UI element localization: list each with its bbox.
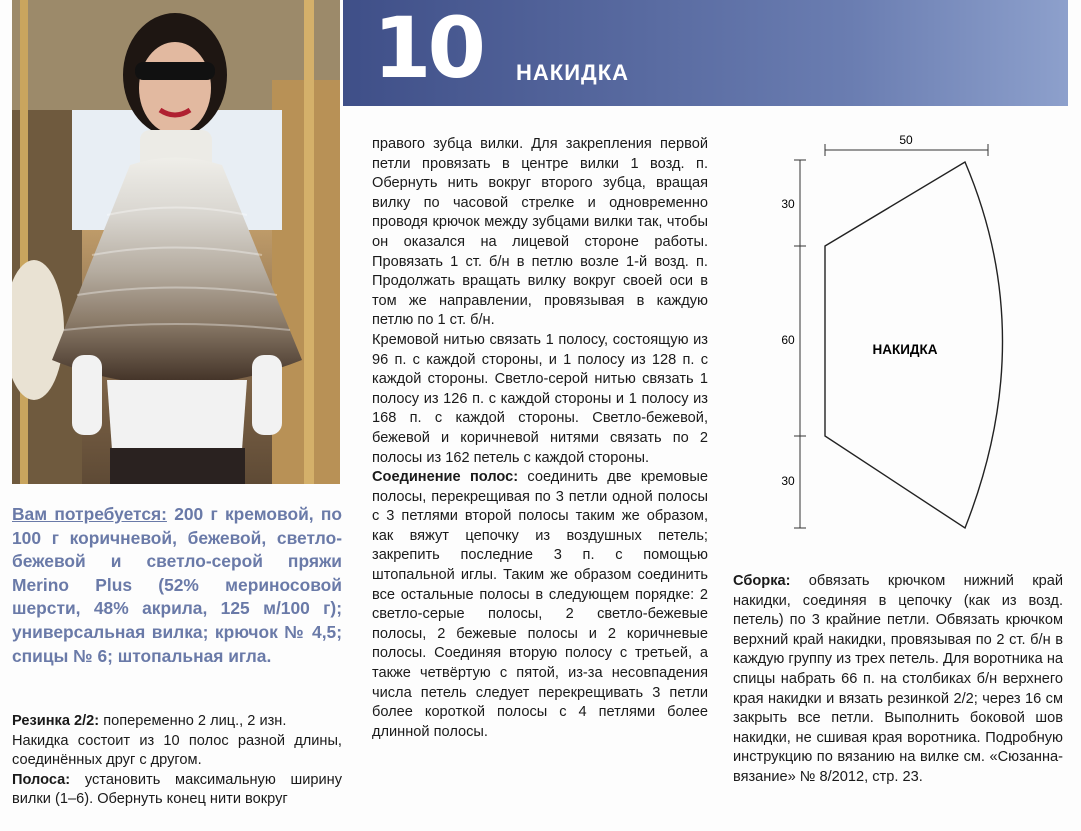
rib-label: Резинка 2/2: <box>12 713 100 729</box>
dim-label-upper: 30 <box>781 197 795 211</box>
model-illustration <box>12 0 340 484</box>
join-text: соединить две кремовые полосы, перекрещивая по 3 петли одной полосы с 3 петлями второй полосы таким же образом, как вяжут цепочку из воздушных петель; закрепить последние 3 п. с помощью штопальной иглы. Таким же образом соединить все остальные полосы в следующем порядке: 2 светло-серые полосы, 2 светло-бежевые полосы, 2 бежевые полосы и 2 коричневые полосы. Соединяя вторую полосу с третьей, а также четвёртую с пятой, из-за несовпадения числа петель следует перекрещивать 3 петли более короткой полосы с 4 петлями более длинной полосы. <box>372 469 708 740</box>
strip-label: Полоса: <box>12 771 71 788</box>
dim-label-top: 50 <box>899 133 913 147</box>
pattern-diagram <box>760 128 1060 538</box>
assembly-label: Сборка: <box>733 573 791 589</box>
dim-label-middle: 60 <box>781 333 795 347</box>
join-paragraph <box>372 468 708 742</box>
assembly-text: обвязать крючком нижний край накидки, соединяя в цепочку (как из возд. петель) по 3 крайние петли. Обвязать крючком верхний край накидки, провязывая по 2 ст. б/н в каждую группу из трех петель. Для воротника на спицы набрать 66 п. на столбиках б/н верхнего края накидки и вязать резинкой 2/2; через 16 см закрыть все петли. Выполнить боковой шов накидки, не сшивая края воротника. Подробную инструкцию по вязанию на вилке см. «Сюзанна-вязание» № 8/2012, стр. 23. <box>733 573 1063 785</box>
materials-text: 200 г кремовой, по 100 г коричневой, бежевой, светло-бежевой и светло-серой пряжи Merino Plus (52% мериносовой шерсти, 48% акрила, 125 м/100 г); универсальная вилка; крючок № 4,5; спицы № 6; штопальная игла. <box>12 504 342 666</box>
join-label: Соединение полос: <box>372 469 519 486</box>
pattern-number: 10 <box>373 0 482 97</box>
strips-paragraph: Кремовой нитью связать 1 полосу, состоящую из 96 п. с каждой стороны, и 1 полосу из 128 п. с каждой стороны. Светло-серой нитью связать 1 полосу из 126 п. с каждой стороны и 1 полосу из 168 п. с каждой стороны. Светло-бежевой, бежевой и коричневой нитями связать по 2 полосы из 162 петель с каждой стороны. <box>372 331 708 466</box>
strip-text: установить максимальную ширину вилки (1–6). Обернуть конец нити вокруг <box>12 771 342 808</box>
dim-label-lower: 30 <box>781 474 795 488</box>
pattern-title: НАКИДКА <box>516 60 630 85</box>
diagram-label: НАКИДКА <box>872 342 938 357</box>
left-column <box>12 712 342 810</box>
rib-paragraph <box>12 712 342 732</box>
model-photo <box>12 0 340 484</box>
method-paragraph: правого зубца вилки. Для закрепления первой петли провязать в центре вилки 1 возд. п. Обернуть нить вокруг второго зубца, вращая вилку по часовой стрелке и одновременно проводя крючок между зубцами вилки так, чтобы он оказался на лицевой стороне работы. Провязать 1 ст. б/н в петлю возле 1-й возд. п. Продолжать вращать вилку вокруг своей оси в том же направлении, провязывая в каждую петлю по 1 ст. б/н. <box>372 136 708 329</box>
rib-text: попеременно 2 лиц., 2 изн. <box>99 713 287 729</box>
intro-paragraph: Накидка состоит из 10 полос разной длины, соединённых друг с другом. <box>12 732 342 769</box>
right-column <box>733 572 1063 788</box>
article-header <box>343 0 1068 106</box>
middle-column <box>372 135 708 742</box>
materials-block <box>12 503 342 668</box>
strip-paragraph <box>12 771 342 810</box>
materials-lead: Вам потребуется: <box>12 504 167 524</box>
assembly-paragraph <box>733 572 1063 788</box>
